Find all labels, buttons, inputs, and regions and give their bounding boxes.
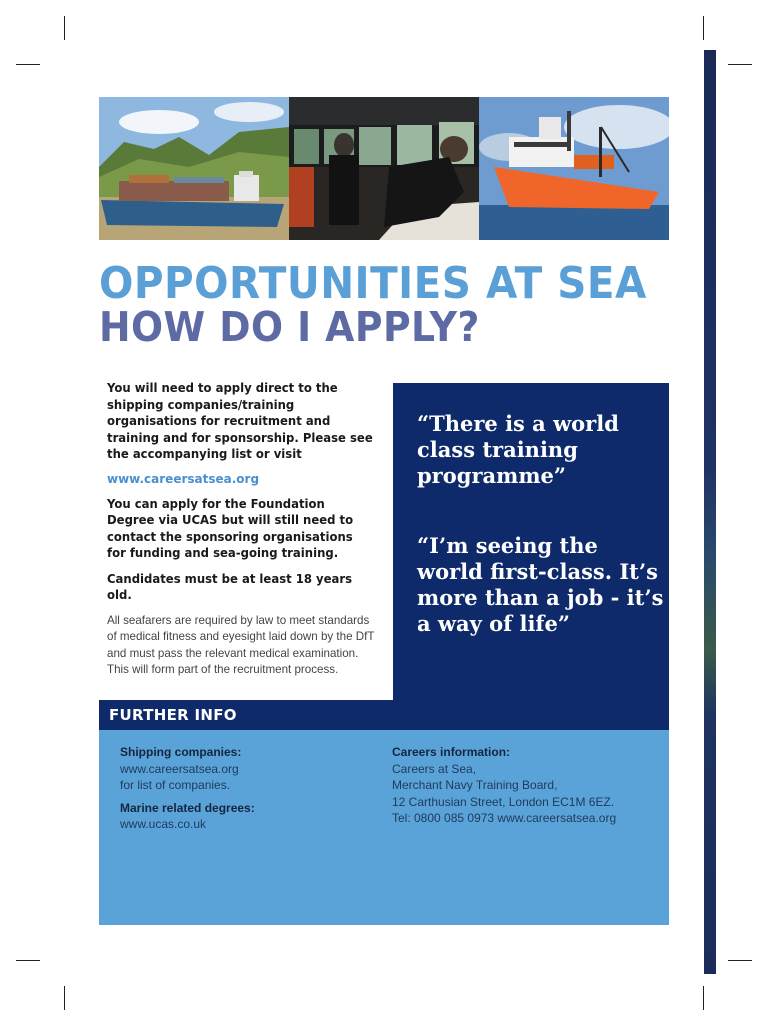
quote-way-of-life: “I’m seeing the world first-class. It’s more than a job - it’s a way of life” [417, 533, 664, 636]
careersatsea-link[interactable]: www.careersatsea.org [107, 471, 260, 486]
crop-mark [16, 64, 40, 65]
careers-address-line: Merchant Navy Training Board, [392, 778, 558, 792]
photo-strip [99, 97, 669, 240]
careers-address-line: 12 Carthusian Street, London EC1M 6EZ. [392, 794, 615, 809]
further-info-left [120, 744, 350, 833]
page-bleed-strip [704, 50, 716, 974]
crop-mark [703, 16, 704, 40]
careers-contact-line: Tel: 0800 085 0973 www.careersatsea.org [392, 811, 617, 825]
medical-standards-paragraph: All seafarers are required by law to meet standards of medical fitness and eyesight laid down by the DfT and must pass the relevant medical examination. This will form part of the recruitment process. [107, 613, 375, 676]
headline-how-to-apply: HOW DO I APPLY? [99, 303, 480, 351]
crop-mark [64, 16, 65, 40]
ucas-link[interactable]: www.ucas.co.uk [120, 817, 207, 831]
intro-paragraph: You will need to apply direct to the shipping companies/training organisations for recruitment and training and for sponsorship. Please see the accompanying list or visit [107, 380, 373, 461]
intro-column [107, 380, 377, 679]
shipping-companies-note: for list of companies. [120, 778, 231, 792]
container-ship-photo [99, 97, 289, 240]
headline-opportunities: OPPORTUNITIES AT SEA [99, 258, 647, 309]
shipping-companies-heading: Shipping companies: [120, 745, 242, 759]
crop-mark [728, 64, 752, 65]
foundation-degree-paragraph: You can apply for the Foundation Degree via UCAS but will still need to contact the sponsoring organisations for funding and sea-going training. [107, 495, 354, 560]
further-info-panel [99, 730, 669, 925]
crop-mark [728, 960, 752, 961]
crop-mark [16, 960, 40, 961]
careers-information-heading: Careers information: [392, 745, 511, 759]
careers-address-line: Careers at Sea, [392, 761, 477, 776]
ship-bridge-photo [289, 97, 479, 240]
crop-mark [64, 986, 65, 1010]
age-requirement: Candidates must be at least 18 years old. [107, 570, 353, 602]
crop-mark [703, 986, 704, 1010]
further-info-header [99, 700, 669, 730]
quote-box [393, 383, 669, 701]
quote-training-programme: “There is a world class training programme” [417, 411, 619, 488]
shipping-companies-link[interactable]: www.careersatsea.org [120, 761, 239, 776]
marine-degrees-heading: Marine related degrees: [120, 800, 255, 815]
offshore-vessel-photo [479, 97, 669, 240]
further-info-right [392, 744, 662, 827]
further-info-title: FURTHER INFO [109, 706, 237, 724]
